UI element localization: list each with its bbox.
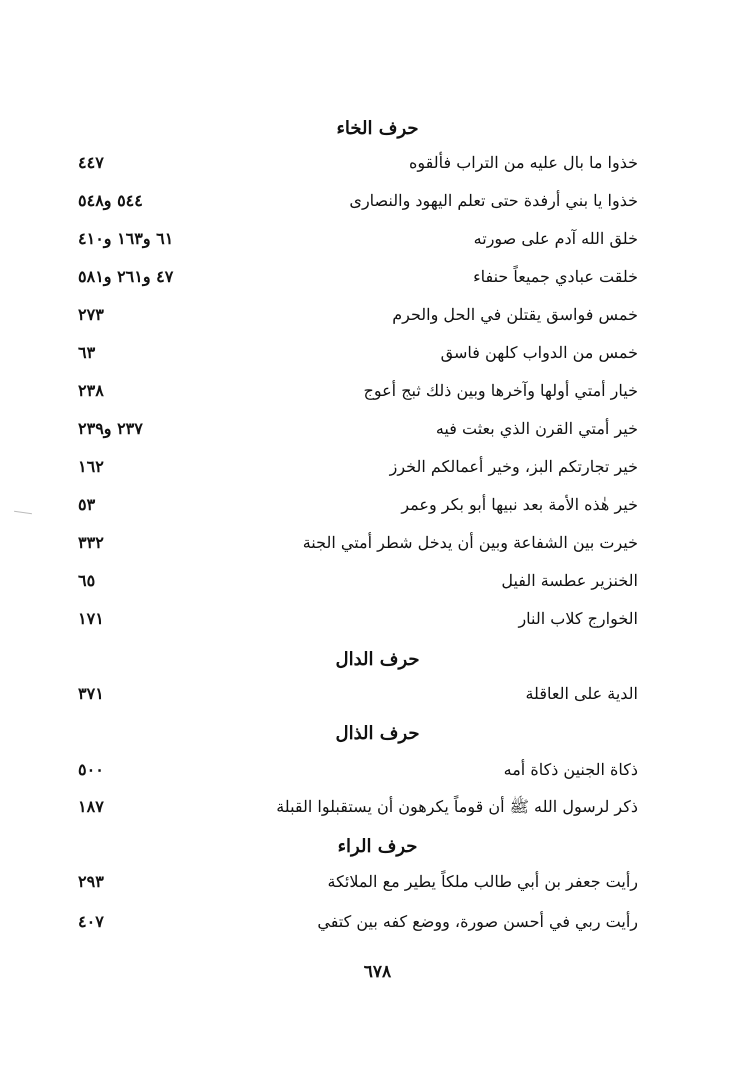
entry-text: خلقت عبادي جميعاً حنفاء [473,267,638,286]
entry-text: خير هٰذه الأمة بعد نبيها أبو بكر وعمر [401,495,638,514]
index-entry [78,267,638,293]
entry-pages: ١٨٧ [78,797,104,816]
entry-pages: ٥٠٠ [78,760,104,779]
entry-pages: ٦٣ [78,343,96,362]
index-entry [78,912,638,938]
index-entry [78,872,638,898]
section-heading-dhal: حرف الذال [335,723,420,744]
entry-pages: ٢٩٣ [78,872,104,891]
entry-pages: ٥٤٤ و٥٤٨ [78,191,143,210]
entry-pages: ٣٣٢ [78,533,104,552]
entry-pages: ١٦٢ [78,457,104,476]
entry-text: الدية على العاقلة [525,684,638,703]
entry-text: الخوارج كلاب النار [518,609,638,628]
index-entry [78,457,638,483]
entry-pages: ٢٣٨ [78,381,104,400]
index-entry [78,153,638,179]
entry-text: خير أمتي القرن الذي بعثت فيه [435,419,638,438]
entry-pages: ٤٠٧ [78,912,104,931]
section-heading-ra: حرف الراء [337,836,418,857]
entry-text: خمس من الدواب كلهن فاسق [440,343,638,362]
index-entry [78,684,638,710]
section-heading-dal: حرف الدال [335,649,420,670]
entry-text: ذكر لرسول الله ﷺ أن قوماً يكرهون أن يستقبلوا القبلة [276,797,638,816]
entry-text: رأيت جعفر بن أبي طالب ملكاً يطير مع الملائكة [327,872,638,891]
entry-pages: ٤٤٧ [78,153,104,172]
index-entry [78,381,638,407]
entry-text: خيار أمتي أولها وآخرها وبين ذلك ثبج أعوج [363,381,638,400]
index-entry [78,419,638,445]
entry-text: خير تجارتكم البز، وخير أعمالكم الخرز [389,457,638,476]
index-entry [78,305,638,331]
page-number: ٦٧٨ [363,962,392,982]
entry-text: خلق الله آدم على صورته [473,229,638,248]
entry-pages: ٥٣ [78,495,96,514]
entry-text: خيرت بين الشفاعة وبين أن يدخل شطر أمتي الجنة [302,533,638,552]
section-heading-kha: حرف الخاء [336,118,419,139]
entry-pages: ٢٧٣ [78,305,104,324]
entry-text: خذوا يا بني أرفدة حتى تعلم اليهود والنصارى [349,191,638,210]
entry-pages: ٣٧١ [78,684,104,703]
entry-text: رأيت ربي في أحسن صورة، ووضع كفه بين كتفي [317,912,638,931]
index-entry [78,797,638,823]
entry-pages: ٦٥ [78,571,96,590]
index-entry [78,609,638,635]
index-entry [78,343,638,369]
index-entry [78,191,638,217]
entry-text: خذوا ما بال عليه من التراب فألقوه [409,153,638,172]
index-entry [78,229,638,255]
index-entry [78,533,638,559]
entry-pages: ٢٣٧ و٢٣٩ [78,419,143,438]
index-entry [78,571,638,597]
entry-pages: ١٧١ [78,609,104,628]
index-entry [78,495,638,521]
scan-mark [14,511,32,514]
entry-text: خمس فواسق يقتلن في الحل والحرم [392,305,638,324]
entry-text: ذكاة الجنين ذكاة أمه [503,760,638,779]
entry-text: الخنزير عطسة الفيل [501,571,638,590]
entry-pages: ٤٧ و٢٦١ و٥٨١ [78,267,174,286]
index-entry [78,760,638,786]
entry-pages: ٦١ و١٦٣ و٤١٠ [78,229,174,248]
